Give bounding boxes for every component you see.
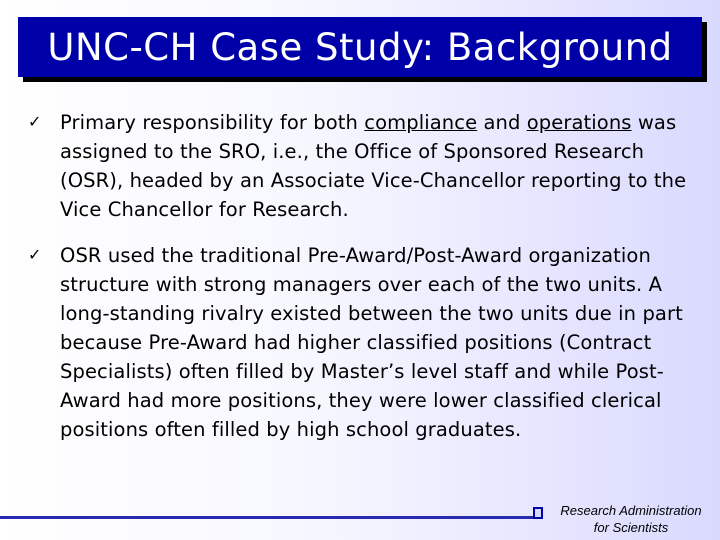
bullet-text — [60, 241, 708, 444]
footer-line-1: Research Administration — [560, 503, 702, 518]
bullet-text — [60, 108, 708, 224]
underlined-term-operations: operations — [526, 111, 632, 134]
bullet-text-part: Primary responsibility for both — [60, 111, 365, 134]
footer-branding — [546, 502, 716, 536]
bullet-list — [28, 108, 708, 461]
bullet-text-part: OSR used the traditional Pre-Award/Post-Award organization structure with strong managers over each of the two units. A long-standing rivalry existed between the two units due in part because Pre-Award had higher classified positions (Contract Specialists) often filled by Master’s level staff and while Post-Award had more positions, they were lower classified clerical positions often filled by high school graduates. — [60, 244, 683, 441]
footer-line-2: for Scientists — [593, 520, 669, 535]
bullet-text-part: was assigned to the SRO, i.e., the Office of Sponsored Research (OSR), headed by an Associate Vice-Chancellor reporting to the Vice Chancellor for Research. — [60, 111, 687, 221]
title-banner — [18, 17, 702, 77]
bullet-item — [28, 241, 708, 444]
footer-divider — [0, 516, 540, 519]
bullet-item — [28, 108, 708, 224]
footer-logo-icon — [533, 507, 543, 519]
checkmark-icon: ✓ — [28, 112, 42, 131]
checkmark-icon: ✓ — [28, 245, 42, 264]
bullet-text-part: and — [477, 111, 527, 134]
slide-title: UNC-CH Case Study: Background — [47, 25, 673, 69]
underlined-term-compliance: compliance — [364, 111, 478, 134]
